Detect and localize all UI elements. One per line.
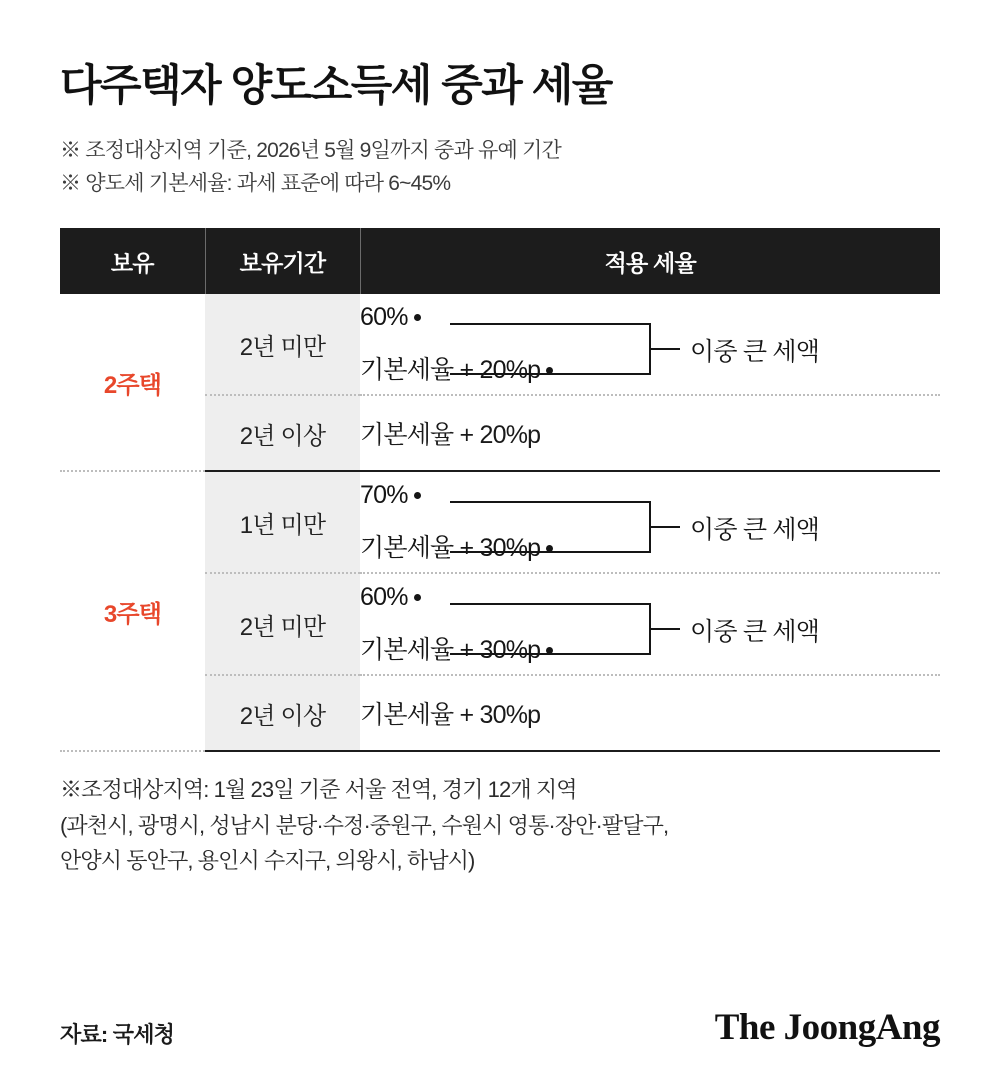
footnotes <box>60 772 940 879</box>
cell-holding-2house: 2주택 <box>60 294 205 471</box>
page-title: 다주택자 양도소득세 중과 세율 <box>60 62 612 110</box>
header-notes <box>60 135 940 200</box>
note-line: ※ 양도세 기본세율: 과세 표준에 따라 6~45% <box>60 171 451 195</box>
cell-holding-3house: 3주택 <box>60 471 205 751</box>
column-header-rate: 적용 세율 <box>360 228 940 294</box>
column-header-period: 보유기간 <box>205 228 360 294</box>
column-header-holding: 보유 <box>60 228 205 294</box>
cell-period: 2년 이상 <box>205 675 360 751</box>
rate-text: 60% <box>360 582 408 611</box>
cell-period: 1년 미만 <box>205 471 360 573</box>
cell-rate-bracket <box>360 294 940 395</box>
cell-rate-single <box>360 675 940 751</box>
cell-rate-bracket <box>360 573 940 675</box>
footnote-line: ※조정대상지역: 1월 23일 기준 서울 전역, 경기 12개 지역 <box>60 777 577 803</box>
rate-text: 기본세율 + 20%p <box>360 355 541 384</box>
bracket-group <box>360 574 940 674</box>
bracket-shape-icon <box>360 294 720 394</box>
cell-period: 2년 미만 <box>205 294 360 395</box>
table-row <box>60 294 940 395</box>
cell-period: 2년 미만 <box>205 573 360 675</box>
bracket-label: 이중 큰 세액 <box>690 516 820 545</box>
bracket-shape-icon <box>360 574 720 674</box>
tax-rate-table <box>60 228 940 752</box>
rate-value-primary: 기본세율 + 20%p <box>360 421 541 450</box>
rate-text: 기본세율 + 30%p <box>360 533 541 562</box>
table-row <box>60 471 940 573</box>
rate-text: 기본세율 + 30%p <box>360 635 541 664</box>
bracket-label: 이중 큰 세액 <box>690 338 820 367</box>
footnote-line: 안양시 동안구, 용인시 수지구, 의왕시, 하남시) <box>60 848 475 874</box>
cell-period: 2년 이상 <box>205 395 360 471</box>
footnote-line: (과천시, 광명시, 성남시 분당·수정·중원구, 수원시 영통·장안·팔달구, <box>60 812 669 838</box>
bracket-group <box>360 294 940 394</box>
rate-text: 70% <box>360 480 408 509</box>
publisher-logo: The JoongAng <box>714 1007 940 1048</box>
rate-text: 60% <box>360 302 408 331</box>
note-line: ※ 조정대상지역 기준, 2026년 5월 9일까지 중과 유예 기간 <box>60 139 562 162</box>
table-header-row <box>60 228 940 294</box>
cell-rate-bracket <box>360 471 940 573</box>
bracket-label: 이중 큰 세액 <box>690 618 820 647</box>
footer <box>60 1006 940 1049</box>
table-head <box>60 228 940 294</box>
cell-rate-single <box>360 395 940 471</box>
bracket-group <box>360 472 940 572</box>
bracket-shape-icon <box>360 472 720 572</box>
rate-value-primary: 기본세율 + 30%p <box>360 701 541 730</box>
source-label: 자료: 국세청 <box>60 1022 175 1047</box>
table-body <box>60 294 940 751</box>
